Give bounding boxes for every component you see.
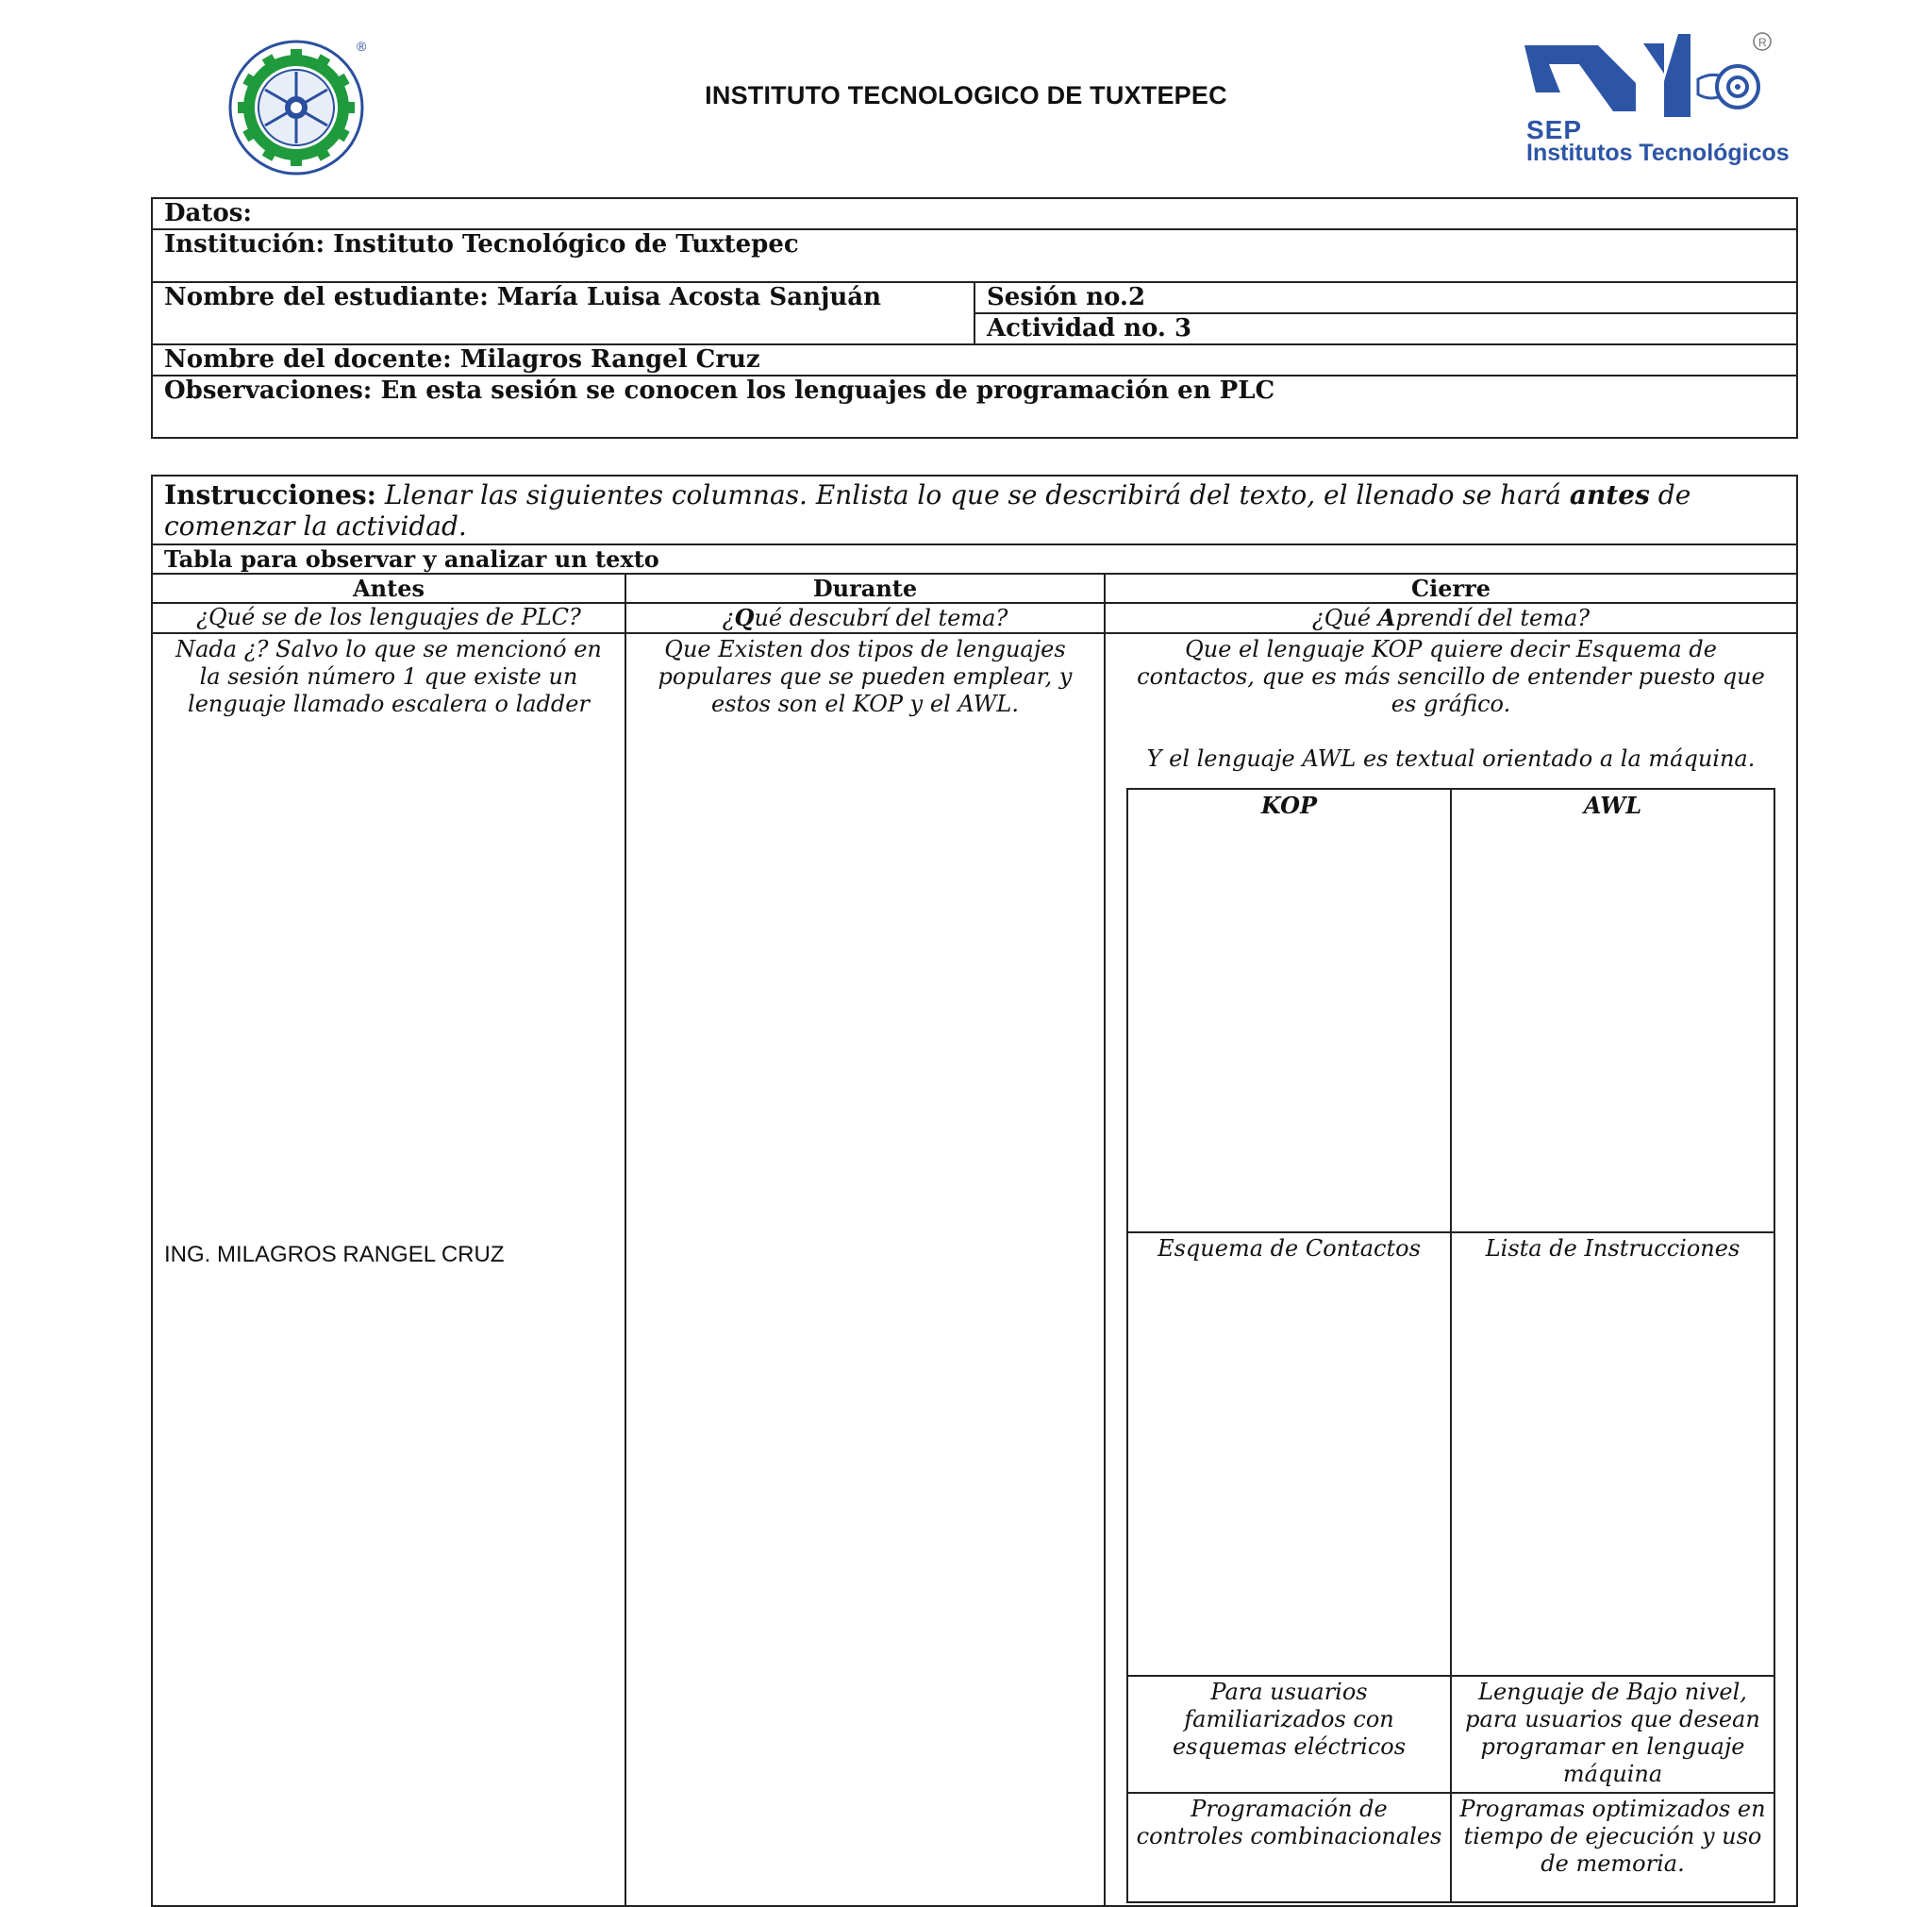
cierre-answer (1105, 633, 1797, 1906)
datos-heading: Datos: (152, 198, 1797, 229)
column-header-durante: Durante (625, 574, 1105, 603)
instrucciones-label: Instrucciones: (164, 479, 376, 510)
page-title: INSTITUTO TECNOLOGICO DE TUXTEPEC (705, 81, 1227, 109)
observaciones-field: Observaciones: En esta sesión se conocen los lenguajes de programación en PLC (152, 376, 1797, 438)
registered-mark: ® (357, 39, 367, 54)
comparison-row (1127, 1676, 1774, 1793)
sep-logo (1523, 26, 1790, 168)
instrucciones-text-bold: antes (1569, 479, 1650, 510)
actividad-field: Actividad no. 3 (974, 313, 1797, 344)
instrucciones-text-1: Llenar las siguientes columnas. Enlista lo que se describirá del texto, el llenado se hará (384, 479, 1561, 510)
docente-field: Nombre del docente: Milagros Rangel Cruz (152, 344, 1797, 376)
comparison-cell: Esquema de Contactos (1127, 1232, 1451, 1676)
instrucciones-table (151, 475, 1798, 1907)
comparison-row (1127, 1793, 1774, 1902)
sep-institutos-tecnologicos-logo-icon (1523, 26, 1777, 121)
institutos-tecnologicos-text: Institutos Tecnológicos (1526, 140, 1790, 166)
comparison-header-kop: KOP (1127, 789, 1451, 1232)
institucion-field: Institución: Instituto Tecnológico de Tuxtepec (152, 229, 1797, 282)
question-cierre: ¿Qué Aprendí del tema? (1105, 603, 1797, 633)
comparison-row (1127, 1232, 1774, 1676)
cierre-text-1: Que el lenguaje KOP quiere decir Esquema de contactos, que es más sencillo de entender puesto que es gráfico. (1137, 636, 1765, 717)
footer-author: ING. MILAGROS RANGEL CRUZ (164, 1242, 505, 1267)
sesion-field: Sesión no.2 (974, 282, 1797, 313)
svg-text:R: R (1758, 36, 1767, 49)
question-antes: ¿Qué se de los lenguajes de PLC? (152, 603, 625, 633)
column-header-antes: Antes (152, 574, 625, 603)
tabla-title: Tabla para observar y analizar un texto (152, 544, 1797, 574)
antes-answer: Nada ¿? Salvo lo que se mencionó en la sesión número 1 que existe un lenguaje llamado escalera o ladder (152, 633, 625, 1906)
column-header-cierre: Cierre (1105, 574, 1797, 603)
comparison-header-awl: AWL (1451, 789, 1774, 1232)
comparison-cell: Lista de Instrucciones (1451, 1232, 1774, 1676)
durante-answer: Que Existen dos tipos de lenguajes populares que se pueden emplear, y estos son el KOP y el AWL. (625, 633, 1105, 1906)
instrucciones-cell (152, 476, 1797, 544)
question-durante: ¿Qué descubrí del tema? (625, 603, 1105, 633)
datos-table (151, 197, 1798, 439)
estudiante-field: Nombre del estudiante: María Luisa Acosta Sanjuán (152, 282, 974, 344)
comparison-cell: Para usuarios familiarizados con esquemas eléctricos (1127, 1676, 1451, 1793)
sep-logo-text: SEP (1526, 115, 1583, 144)
instrucciones-text-2: de comenzar la actividad. (164, 479, 1691, 542)
kop-awl-comparison-table (1126, 788, 1775, 1903)
comparison-cell: Programas optimizados en tiempo de ejecución y uso de memoria. (1451, 1793, 1774, 1902)
cierre-text-2: Y el lenguaje AWL es textual orientado a la máquina. (1146, 745, 1756, 772)
comparison-cell: Programación de controles combinacionales (1127, 1793, 1451, 1902)
comparison-cell: Lenguaje de Bajo nivel, para usuarios que desean programar en lenguaje máquina (1451, 1676, 1774, 1793)
